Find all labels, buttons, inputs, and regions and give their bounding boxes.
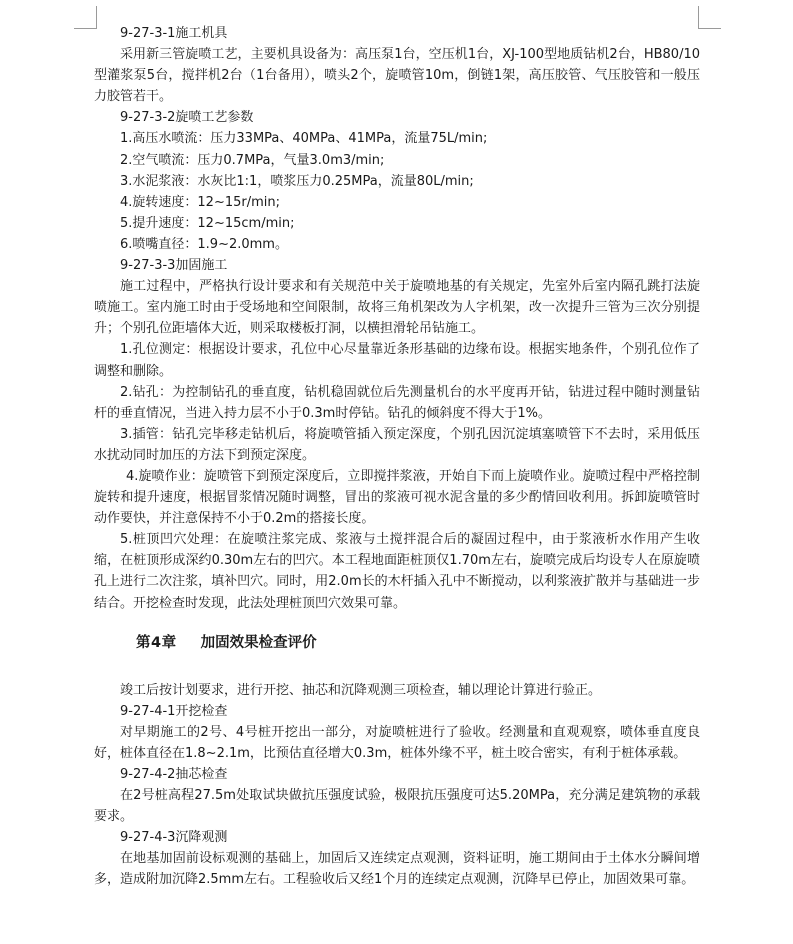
document-body <box>94 23 700 891</box>
paragraph: 9-27-3-2旋喷工艺参数 <box>120 110 254 126</box>
paragraph: 9-27-3-3加固施工 <box>120 258 228 274</box>
crop-mark-top-right <box>698 6 721 29</box>
section-evaluation <box>94 680 700 891</box>
paragraph: 6.喷嘴直径：1.9~2.0mm。 <box>120 236 288 252</box>
paragraph: 9-27-4-1开挖检查 <box>120 703 228 719</box>
paragraph: 1.高压水喷流：压力33MPa、40MPa、41MPa，流量75L/min; <box>120 131 488 147</box>
paragraph: 1.孔位测定：根据设计要求，孔位中心尽量靠近条形基础的边缘布设。根据实地条件，个别孔位作了调整和删除。 <box>94 342 700 379</box>
paragraph: 对早期施工的2号、4号桩开挖出一部分，对旋喷桩进行了验收。经测量和直观观察，喷体垂直度良好，桩体直径在1.8~2.1m，比预估直径增大0.3m，桩体外缘不平，桩土咬合密实，有利于桩体承载。 <box>94 724 700 761</box>
chapter-number: 第4章 <box>136 634 177 651</box>
paragraph: 9-27-4-2抽芯检查 <box>120 767 228 782</box>
paragraph: 2.钻孔：为控制钻孔的垂直度，钻机稳固就位后先测量机台的水平度再开钻，钻进过程中随时测量钻杆的垂直情况，当进入持力层不小于0.3m时停钻。钻孔的倾斜度不得大于1%。 <box>94 384 700 421</box>
paragraph: 2.空气喷流：压力0.7MPa，气量3.0m3/min; <box>120 152 385 168</box>
paragraph: 9-27-3-1施工机具 <box>120 26 228 41</box>
paragraph: 4.旋喷作业：旋喷管下到预定深度后，立即搅拌浆液，开始自下而上旋喷作业。旋喷过程中严格控制旋转和提升速度，根据冒浆情况随时调整，冒出的浆液可视水泥含量的多少酌情回收利用。拆卸旋喷管时动作要快，并注意保持不小于0.2m的搭接长度。 <box>94 468 700 527</box>
paragraph: 施工过程中，严格执行设计要求和有关规范中关于旋喷地基的有关规定，先室外后室内隔孔跳打法旋喷施工。室内施工时由于受场地和空间限制，故将三角机架改为人字机架，改一次提升三管为三次分别提升；个别孔位距墙体大近，则采取楼板打洞，以横担滑轮吊钻施工。 <box>94 279 700 337</box>
paragraph: 9-27-4-3沉降观测 <box>120 830 228 846</box>
paragraph: 3.插管：钻孔完毕移走钻机后，将旋喷管插入预定深度，个别孔因沉淀填塞喷管下不去时，采用低压水扰动同时加压的方法下到预定深度。 <box>94 426 700 463</box>
paragraph: 采用新三管旋喷工艺，主要机具设备为：高压泵1台，空压机1台，XJ-100型地质钻机2台，HB80/10型灌浆泵5台，搅拌机2台（1台备用），喷头2个，旋喷管10m，倒链1架，高压胶管、气压胶管和一般压力胶管若干。 <box>94 47 700 105</box>
paragraph: 4.旋转速度：12~15r/min; <box>120 194 280 210</box>
paragraph: 在地基加固前设标观测的基础上，加固后又连续定点观测，资料证明，施工期间由于土体水分瞬间增多，造成附加沉降2.5mm左右。工程验收后又经1个月的连续定点观测，沉降早已停止，加固效果可靠。 <box>94 851 700 888</box>
paragraph: 3.水泥浆液：水灰比1:1，喷浆压力0.25MPa，流量80L/min; <box>120 173 474 189</box>
paragraph: 5.桩顶凹穴处理：在旋喷注浆完成、浆液与土搅拌混合后的凝固过程中，由于浆液析水作用产生收缩，在桩顶形成深约0.30m左右的凹穴。本工程地面距桩顶仅1.70m左右，旋喷完成后均设专人在原旋喷孔上进行二次注浆，填补凹穴。同时，用2.0m长的木杆插入孔中不断搅动，以利浆液扩散并与基础进一步结合。开挖检查时发现，此法处理桩顶凹穴效果可靠。 <box>94 532 700 611</box>
paragraph: 5.提升速度：12~15cm/min; <box>120 215 295 231</box>
chapter-heading <box>94 632 700 654</box>
paragraph: 竣工后按计划要求，进行开挖、抽芯和沉降观测三项检查，辅以理论计算进行验正。 <box>120 682 602 698</box>
section-construction <box>94 23 700 614</box>
paragraph: 在2号桩高程27.5m处取试块做抗压强度试验，极限抗压强度可达5.20MPa，充分满足建筑物的承载要求。 <box>94 788 700 825</box>
chapter-title: 加固效果检查评价 <box>200 634 317 651</box>
